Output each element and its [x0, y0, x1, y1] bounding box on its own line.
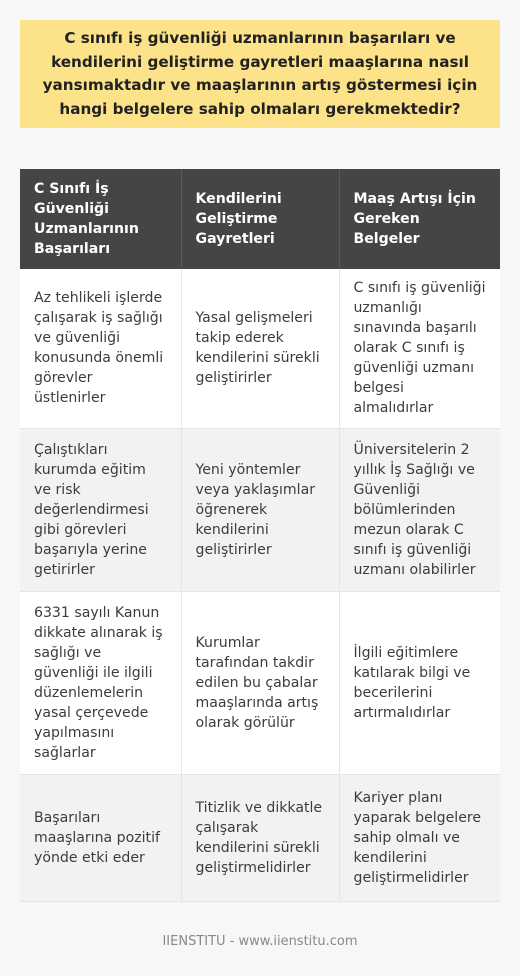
table-row [20, 591, 500, 774]
table-cell: Başarıları maaşlarına pozitif yönde etki eder [20, 774, 181, 901]
table-cell: Kariyer planı yaparak belgelere sahip olmalı ve kendilerini geliştirmelidirler [339, 774, 500, 901]
column-header-achievements: C Sınıfı İş Güvenliği Uzmanlarının Başarıları [20, 169, 181, 269]
table-cell: 6331 sayılı Kanun dikkate alınarak iş sağlığı ve güvenliği ile ilgili düzenlemelerin yasal çerçevede yapılmasını sağlarlar [20, 591, 181, 774]
footer-credit: IIENSTITU - www.iienstitu.com [162, 934, 358, 949]
table-cell: Yeni yöntemler veya yaklaşımlar öğrenerek kendilerini geliştirirler [181, 428, 339, 591]
column-header-required-documents: Maaş Artışı İçin Gereken Belgeler [339, 169, 500, 269]
table-cell: Kurumlar tarafından takdir edilen bu çabalar maaşlarında artış olarak görülür [181, 591, 339, 774]
table-cell: Çalıştıkları kurumda eğitim ve risk değerlendirmesi gibi görevleri başarıyla yerine getirirler [20, 428, 181, 591]
comparison-table [20, 169, 500, 902]
table-cell: Titizlik ve dikkatle çalışarak kendilerini sürekli geliştirmelidirler [181, 774, 339, 901]
table-cell: Az tehlikeli işlerde çalışarak iş sağlığı ve güvenliği konusunda önemli görevler üstlenirler [20, 269, 181, 428]
table-cell: İlgili eğitimlere katılarak bilgi ve becerilerini artırmalıdırlar [339, 591, 500, 774]
table-cell: Yasal gelişmeleri takip ederek kendilerini sürekli geliştirirler [181, 269, 339, 428]
table-row [20, 774, 500, 901]
table-cell: Üniversitelerin 2 yıllık İş Sağlığı ve Güvenliği bölümlerinden mezun olarak C sınıfı iş güvenliği uzmanı olabilirler [339, 428, 500, 591]
table-row [20, 428, 500, 591]
table-header-row [20, 169, 500, 269]
column-header-self-development: Kendilerini Geliştirme Gayretleri [181, 169, 339, 269]
question-banner: C sınıfı iş güvenliği uzmanlarının başarıları ve kendilerini geliştirme gayretleri maaşlarına nasıl yansımaktadır ve maaşlarının artış göstermesi için hangi belgelere sahip olmaları gerekmektedir? [20, 20, 500, 128]
table-cell: C sınıfı iş güvenliği uzmanlığı sınavında başarılı olarak C sınıfı iş güvenliği uzmanı belgesi almalıdırlar [339, 269, 500, 428]
table-row [20, 269, 500, 428]
